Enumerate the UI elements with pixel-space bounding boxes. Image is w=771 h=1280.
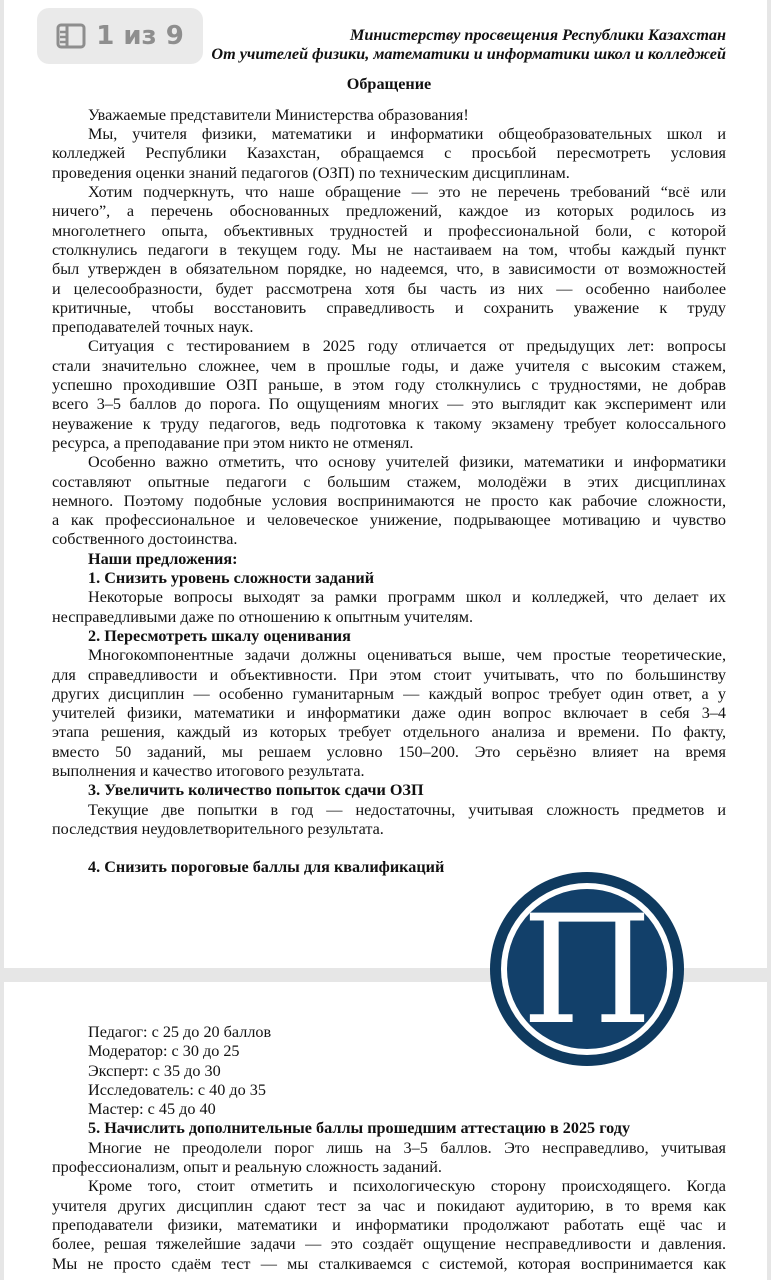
- recipient-line-2: От учителей физики, математики и информатики школ и колледжей: [211, 45, 726, 64]
- paragraph-line: этапа решения, каждый из которых требует отдельного анализа и времени. По факту,: [52, 723, 726, 742]
- document-title: Обращение: [346, 74, 432, 93]
- paragraph-line: колледжей Республики Казахстан, обращаемся с просьбой пересмотреть условия: [52, 144, 726, 163]
- list-item: Эксперт: с 35 до 30: [88, 1061, 221, 1080]
- paragraph-line: учителя других дисциплин сдают тест за час и покидают аудиторию, в то время как: [52, 1196, 726, 1215]
- paragraph-line: Ситуация с тестированием в 2025 году отличается от предыдущих лет: вопросы: [88, 337, 726, 356]
- paragraph-line: преподавателей точных наук.: [52, 318, 254, 337]
- paragraph-line: был утвержден в обязательном порядке, но надеемся, что, в зависимости от возможностей: [52, 260, 726, 279]
- logo-letter: П: [521, 884, 653, 1058]
- logo-emblem-icon: [490, 872, 684, 1066]
- section-heading: 3. Увеличить количество попыток сдачи ОЗП: [88, 781, 424, 800]
- paragraph-line: Некоторые вопросы выходят за рамки программ школ и колледжей, что делает их: [88, 588, 726, 607]
- paragraph-line: учителей физики, математики и информатики даже один вопрос включает в себя 3–4: [52, 704, 726, 723]
- paragraph-line: профессионализм, опыт и реальную сложность заданий.: [52, 1158, 442, 1177]
- paragraph-line: более, решая тяжелейшие задачи — это создаёт ощущение несправедливости и давления.: [52, 1235, 726, 1254]
- section-heading: 4. Снизить пороговые баллы для квалификаций: [88, 858, 445, 877]
- paragraph-line: столкнулись педагоги в текущем году. Мы не настаиваем на том, чтобы каждый пункт: [52, 240, 726, 259]
- paragraph-line: стали значительно сложнее, чем в прошлые годы, и даже учителя с высоким стажем,: [52, 356, 726, 375]
- paragraph-line: несправедливыми даже по отношению к опытным учителям.: [52, 607, 474, 626]
- paragraph-line: вместо 50 заданий, мы решаем условно 150–200. Это серьёзно влияет на время: [52, 742, 726, 761]
- page-counter-badge[interactable]: [37, 8, 203, 64]
- paragraph-line: неуважение к труду педагогов, ведь подготовка к такому экзамену требует колоссального: [52, 414, 726, 433]
- paragraph-line: критичные, чтобы восстановить справедливость и сохранить уважение к труду: [52, 298, 726, 317]
- paragraph-line: для справедливости и объективности. При этом стоит учитывать, что по большинству: [52, 665, 726, 684]
- paragraph-line: а как профессиональное и человеческое унижение, подрывающее мотивацию и чувство: [52, 511, 726, 530]
- list-item: Исследователь: с 40 до 35: [88, 1080, 266, 1099]
- list-item: Педагог: с 25 до 20 баллов: [88, 1023, 272, 1041]
- paragraph-line: Многокомпонентные задачи должны оцениваться выше, чем простые теоретические,: [88, 646, 726, 665]
- page-counter-text: 1 из 9: [96, 21, 184, 51]
- paragraph-line: Мы, учителя физики, математики и информатики общеобразовательных школ и: [88, 125, 726, 144]
- thumbnails-icon: [56, 23, 86, 49]
- page-1-content: [52, 26, 726, 877]
- paragraph-line: немного. Поэтому подобные условия воспринимаются не просто как рабочие сложности,: [52, 491, 726, 510]
- paragraph-line: ничего”, а перечень обоснованных предложений, каждое из которых родилось из: [52, 202, 726, 221]
- section-heading: 5. Начислить дополнительные баллы прошедшим аттестацию в 2025 году: [88, 1119, 631, 1138]
- paragraph-line: Многие не преодолели порог лишь на 3–5 баллов. Это несправедливо, учитывая: [88, 1138, 726, 1157]
- document-page-1: [4, 0, 767, 968]
- paragraph-line: Хотим подчеркнуть, что наше обращение — это не перечень требований “всё или: [88, 183, 726, 202]
- section-heading: Наши предложения:: [88, 549, 238, 568]
- paragraph-line: ресурса, а преподавание при этом никто не отменял.: [52, 433, 414, 452]
- paragraph-line: успешно проходившие ОЗП раньше, в этом году столкнулись с трудностями, не добрав: [52, 376, 726, 395]
- paragraph-line: собственного достоинства.: [52, 530, 238, 549]
- paragraph-line: последствия неудовлетворительного результата.: [52, 819, 384, 838]
- recipient-line-1: Министерству просвещения Республики Казахстан: [349, 26, 726, 44]
- list-item: Мастер: с 45 до 40: [88, 1100, 216, 1119]
- paragraph-line: преподаватели физики, математики и информатики продолжают работать ещё час и: [52, 1215, 726, 1234]
- paragraph-line: Уважаемые представители Министерства образования!: [88, 105, 469, 124]
- section-heading: 1. Снизить уровень сложности заданий: [88, 569, 375, 588]
- paragraph-line: Мы не просто сдаём тест — мы сталкиваемся с системой, которая воспринимается как: [52, 1254, 726, 1273]
- paragraph-line: составляют опытные педагоги с большим стажем, молодёжи в этих дисциплинах: [52, 472, 726, 491]
- publisher-logo: [490, 872, 684, 1066]
- paragraph-line: многолетнего опыта, объективных трудностей и профессиональной боли, с которой: [52, 221, 726, 240]
- paragraph-line: Кроме того, стоит отметить и психологическую сторону происходящего. Когда: [88, 1177, 726, 1196]
- paragraph-line: проведения оценки знаний педагогов (ОЗП) по техническим дисциплинам.: [52, 163, 570, 182]
- paragraph-line: всего 3–5 баллов до порога. По ощущениям многих — это выглядит как эксперимент или: [52, 395, 726, 414]
- paragraph-line: и целесообразности, будет рассмотрена хотя бы часть из них — особенно наиболее: [52, 279, 726, 298]
- paragraph-line: Особенно важно отметить, что основу учителей физики, математики и информатики: [88, 453, 726, 472]
- paragraph-line: Текущие две попытки в год — недостаточны, учитывая сложность предметов и: [88, 800, 726, 819]
- paragraph-line: выполнения и качество итогового результата.: [52, 761, 365, 780]
- section-heading: 2. Пересмотреть шкалу оценивания: [88, 626, 351, 645]
- paragraph-line: других дисциплин — особенно гуманитарным — каждый вопрос требует один ответ, а у: [52, 684, 726, 703]
- list-item: Модератор: с 30 до 25: [88, 1042, 240, 1061]
